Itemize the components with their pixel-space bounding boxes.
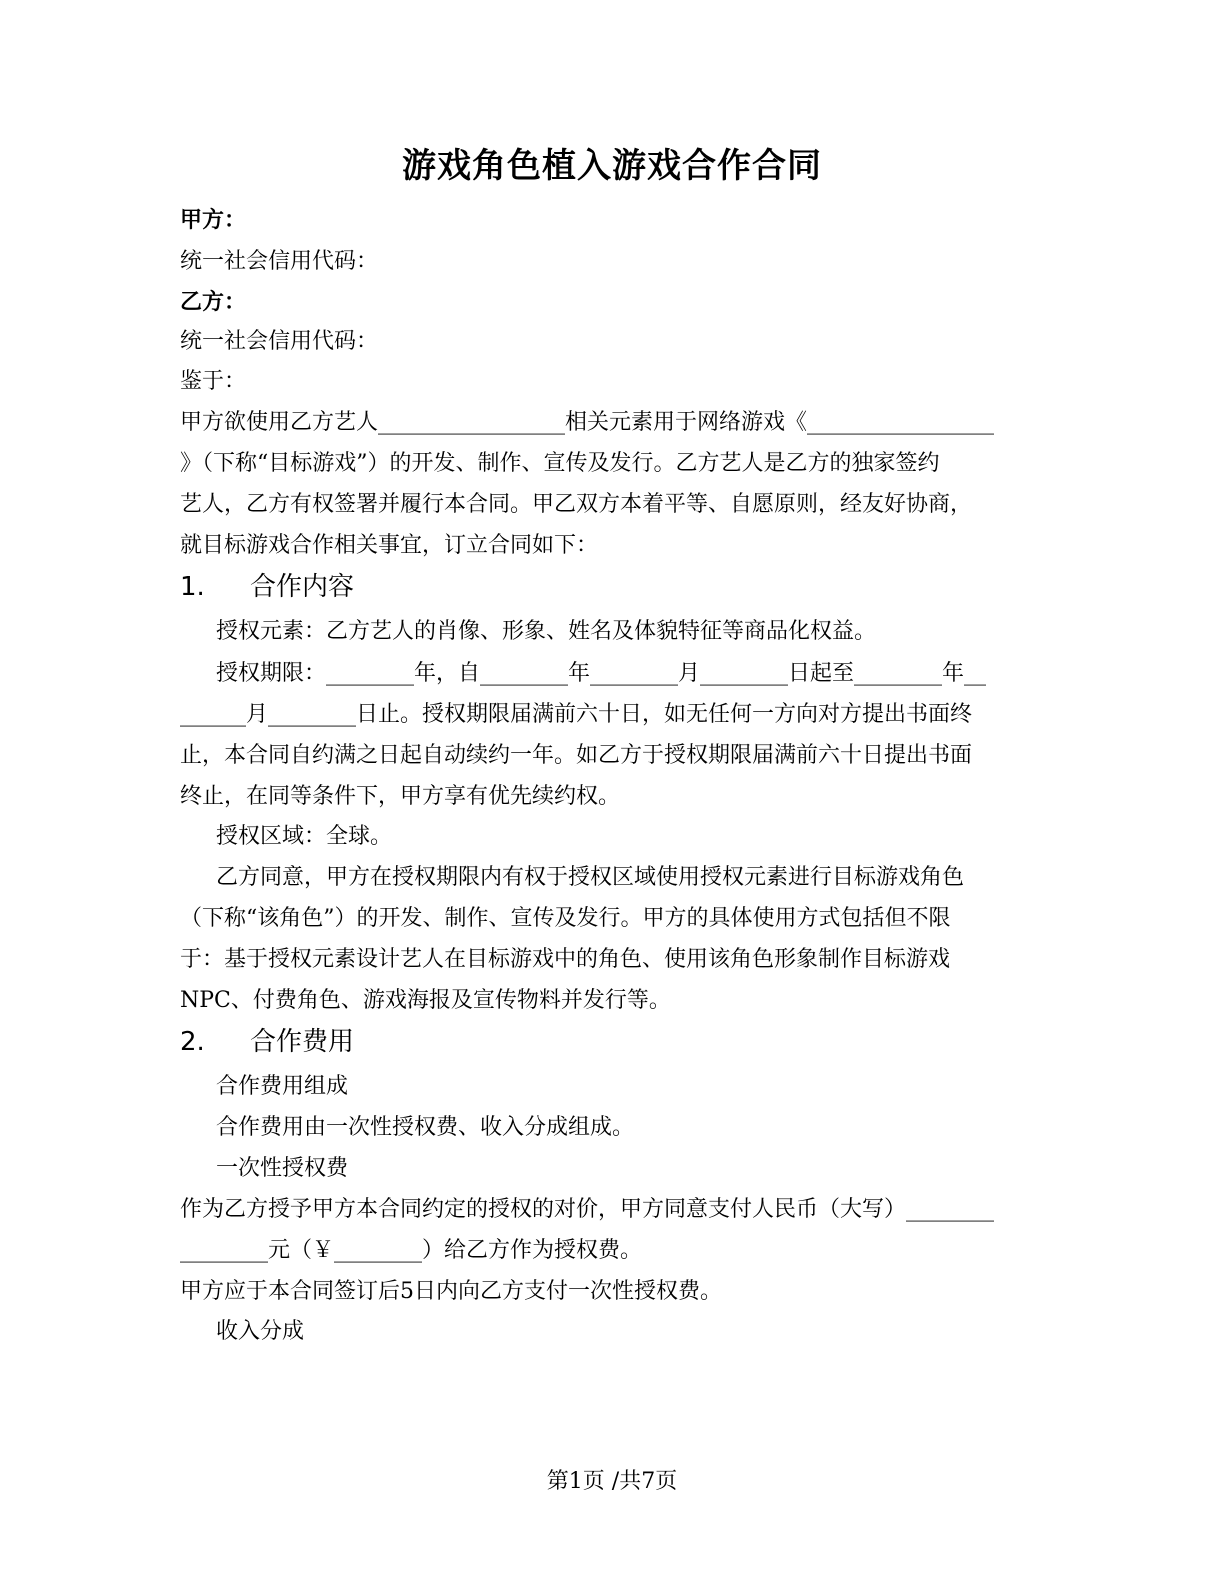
term-line: 止，本合同自约满之日起自动续约一年。如乙方于授权期限届满前六十日提出书面 — [180, 743, 973, 768]
one-time-fee-heading: 一次性授权费 — [216, 1156, 349, 1181]
term-line: 授权期限：________年，自________年________月________日起至________年__ — [216, 661, 987, 686]
fee-composition-text: 合作费用由一次性授权费、收入分成组成。 — [216, 1115, 635, 1140]
usage-line: 乙方同意，甲方在授权期限内有权于授权区域使用授权元素进行目标游戏角色 — [216, 865, 965, 890]
party-b-label: 乙方： — [180, 289, 247, 315]
usage-line: （下称“该角色”）的开发、制作、宣传及发行。甲方的具体使用方式包括但不限 — [180, 906, 951, 931]
section-number: 1. — [180, 572, 205, 602]
usage-line: 于：基于授权元素设计艺人在目标游戏中的角色、使用该角色形象制作目标游戏 — [180, 947, 951, 972]
preamble-line: 》（下称“目标游戏”）的开发、制作、宣传及发行。乙方艺人是乙方的独家签约 — [180, 451, 940, 476]
party-a-credit-code: 统一社会信用代码： — [180, 249, 379, 274]
section-title: 合作内容 — [250, 572, 355, 602]
term-line: 终止，在同等条件下，甲方享有优先续约权。 — [180, 784, 621, 809]
party-a-label: 甲方： — [180, 207, 247, 233]
whereas-label: 鉴于： — [180, 369, 247, 394]
one-time-fee-line: ________元（￥________）给乙方作为授权费。 — [180, 1238, 643, 1263]
section-2-heading — [180, 1021, 1060, 1063]
usage-line: NPC、付费角色、游戏海报及宣传物料并发行等。 — [180, 988, 671, 1013]
revenue-share-heading: 收入分成 — [216, 1319, 305, 1344]
payment-term: 甲方应于本合同签订后5日内向乙方支付一次性授权费。 — [180, 1279, 722, 1304]
preamble-line: 甲方欲使用乙方艺人_________________相关元素用于网络游戏《_________________ — [180, 410, 995, 435]
preamble-line: 就目标游戏合作相关事宜，订立合同如下： — [180, 533, 599, 558]
page-footer: 第1页 /共7页 — [546, 1469, 678, 1494]
document-title: 游戏角色植入游戏合作合同 — [402, 146, 822, 186]
authorized-elements: 授权元素：乙方艺人的肖像、形象、姓名及体貌特征等商品化权益。 — [216, 619, 877, 644]
section-number: 2. — [180, 1027, 205, 1057]
preamble-line: 艺人，乙方有权签署并履行本合同。甲乙双方本着平等、自愿原则，经友好协商， — [180, 492, 973, 517]
section-title: 合作费用 — [250, 1027, 355, 1057]
authorized-region: 授权区域：全球。 — [216, 824, 393, 849]
one-time-fee-line: 作为乙方授予甲方本合同约定的授权的对价，甲方同意支付人民币（大写）________ — [180, 1197, 995, 1222]
party-b-credit-code: 统一社会信用代码： — [180, 329, 379, 354]
section-1-heading — [180, 566, 1060, 608]
fee-composition-heading: 合作费用组成 — [216, 1074, 349, 1099]
term-line: ______月________日止。授权期限届满前六十日，如无任何一方向对方提出书面终 — [180, 702, 973, 727]
